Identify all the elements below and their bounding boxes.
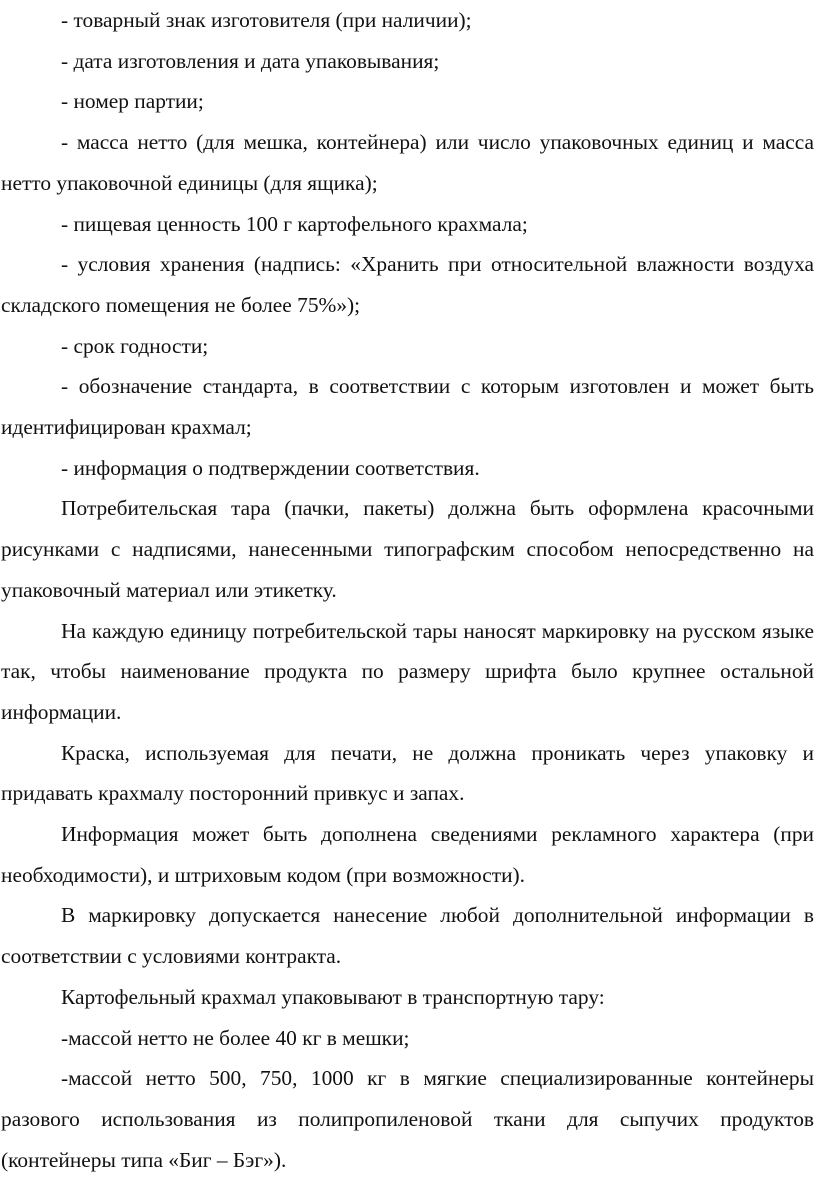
list-item-manufacture-date: - дата изготовления и дата упаковывания; — [61, 48, 440, 73]
list-item-bags: -массой нетто не более 40 кг в мешки; — [61, 1025, 410, 1050]
list-item-containers: -массой нетто 500, 750, 1000 кг в мягкие специализированные контейнеры разового использования из полипропиленовой ткани для сыпучих продуктов (контейнеры типа «Биг – Бэг»). — [1, 1066, 814, 1172]
list-item-standard-designation: - обозначение стандарта, в соответствии с которым изготовлен и может быть идентифицирован крахмал; — [1, 374, 814, 440]
list-item-trademark: - товарный знак изготовителя (при наличии); — [61, 8, 472, 32]
list-item-storage-conditions: - условия хранения (надпись: «Хранить при относительной влажности воздуха складского помещения не более 75%»); — [1, 252, 814, 317]
paragraph-marking-language: На каждую единицу потребительской тары наносят маркировку на русском языке так, чтобы наименование продукта по размеру шрифта было крупнее остальной информации. — [1, 618, 814, 724]
paragraph-advertising-info: Информация может быть дополнена сведениями рекламного характера (при необходимости), и штриховым кодом (при возможности). — [1, 822, 814, 887]
paragraph-consumer-packaging: Потребительская тара (пачки, пакеты) должна быть оформлена красочными рисунками с надписями, нанесенными типографским способом непосредственно на упаковочный материал или этикетку. — [1, 496, 814, 602]
list-item-shelf-life: - срок годности; — [61, 333, 209, 358]
list-item-net-mass: - масса нетто (для мешка, контейнера) или число упаковочных единиц и масса нетто упаковочной единицы (для ящика); — [1, 130, 814, 195]
paragraph-transport-packaging: Картофельный крахмал упаковывают в транспортную тару: — [61, 984, 605, 1009]
paragraph-ink-requirements: Краска, используемая для печати, не должна проникать через упаковку и придавать крахмалу посторонний привкус и запах. — [1, 740, 814, 806]
list-item-nutrition-value: - пищевая ценность 100 г картофельного крахмала; — [61, 211, 528, 236]
list-item-conformity-info: - информация о подтверждении соответствия. — [61, 455, 480, 480]
list-item-batch-number: - номер партии; — [61, 89, 204, 114]
paragraph-additional-info: В маркировку допускается нанесение любой дополнительной информации в соответствии с условиями контракта. — [1, 903, 814, 969]
